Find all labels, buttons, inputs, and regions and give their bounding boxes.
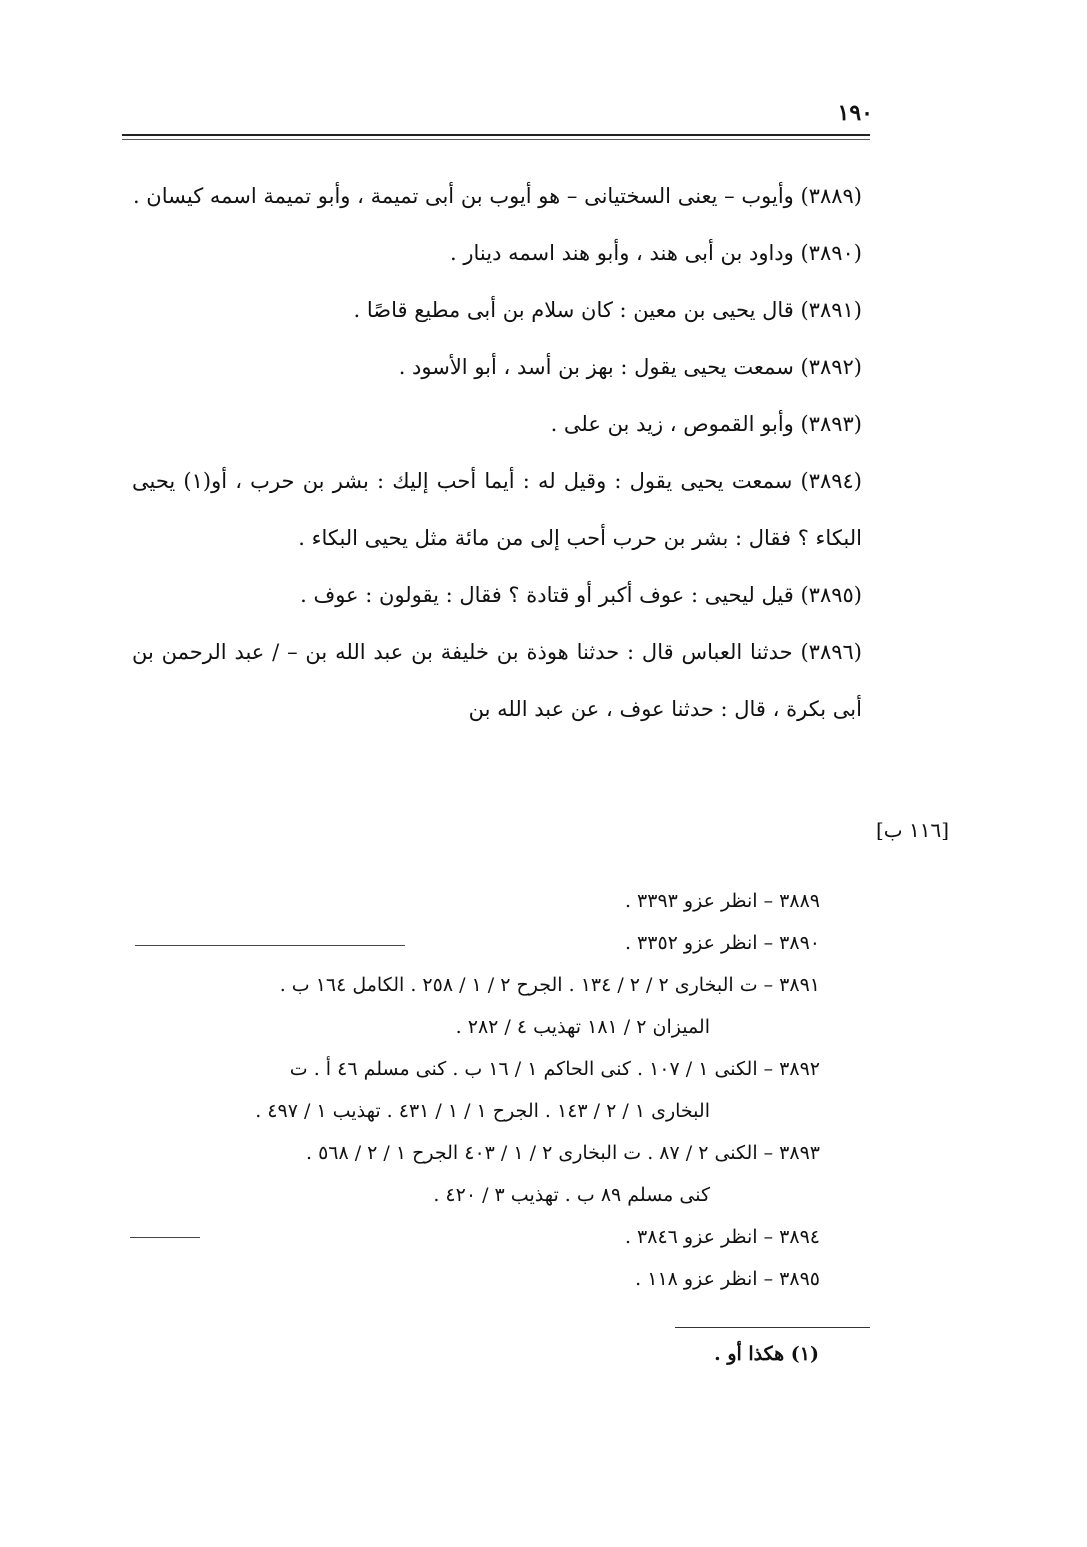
paragraph: (٣٨٩٦) حدثنا العباس قال : حدثنا هوذة بن خليفة بن عبد الله بن – / عبد الرحمن بن أبى بكرة ، قال : حدثنا عوف ، عن عبد الله بن bbox=[132, 640, 862, 721]
reference-line: ٣٨٩١ – ت البخارى ٢ / ٢ / ١٣٤ . الجرح ٢ / ١ / ٢٥٨ . الكامل ١٦٤ ب . bbox=[279, 974, 820, 996]
reference-line-continued: البخارى ١ / ٢ / ١٤٣ . الجرح ١ / ١ / ٤٣١ . تهذيب ١ / ٤٩٧ . bbox=[255, 1100, 710, 1122]
reference-line: ٣٨٩٤ – انظر عزو ٣٨٤٦ . bbox=[624, 1226, 820, 1248]
main-text bbox=[132, 168, 862, 738]
reference-line-continued: الميزان ٢ / ١٨١ تهذيب ٤ / ٢٨٢ . bbox=[455, 1016, 710, 1038]
reference-line-continued: كنى مسلم ٨٩ ب . تهذيب ٣ / ٤٢٠ . bbox=[433, 1184, 710, 1206]
paragraph: (٣٨٩٤) سمعت يحيى يقول : وقيل له : أيما أحب إليك : بشر بن حرب ، أو(١) يحيى البكاء ؟ فقال : بشر بن حرب أحب إلى من مائة مثل يحيى البكاء . bbox=[132, 469, 862, 550]
footnote: (١) هكذا أو . bbox=[714, 1343, 819, 1365]
separator-rule-short bbox=[130, 1237, 200, 1238]
reference-line: ٣٨٩٠ – انظر عزو ٣٣٥٢ . bbox=[624, 932, 820, 954]
page-number: ١٩٠ bbox=[837, 100, 873, 126]
reference-line: ٣٨٩٣ – الكنى ٢ / ٨٧ . ت البخارى ٢ / ١ / ٤٠٣ الجرح ١ / ٢ / ٥٦٨ . bbox=[305, 1142, 820, 1164]
header-rule-thin bbox=[122, 139, 870, 140]
paragraph: (٣٨٩٢) سمعت يحيى يقول : بهز بن أسد ، أبو الأسود . bbox=[398, 355, 862, 379]
header-rule bbox=[122, 134, 870, 136]
paragraph: (٣٨٩١) قال يحيى بن معين : كان سلام بن أبى مطيع قاصًا . bbox=[353, 298, 862, 322]
paragraph: (٣٨٩٣) وأبو القموص ، زيد بن على . bbox=[550, 412, 862, 436]
paragraph: (٣٨٨٩) وأيوب – يعنى السختيانى – هو أيوب بن أبى تميمة ، وأبو تميمة اسمه كيسان . bbox=[132, 184, 862, 208]
paragraph: (٣٨٩٠) وداود بن أبى هند ، وأبو هند اسمه دينار . bbox=[450, 241, 862, 265]
reference-line: ٣٨٨٩ – انظر عزو ٣٣٩٣ . bbox=[624, 890, 820, 912]
manuscript-folio-note: [١١٦ ب] bbox=[876, 818, 950, 842]
reference-line: ٣٨٩٢ – الكنى ١ / ١٠٧ . كنى الحاكم ١ / ١٦ ب . كنى مسلم ٤٦ أ . ت bbox=[289, 1058, 820, 1080]
paragraph: (٣٨٩٥) قيل ليحيى : عوف أكبر أو قتادة ؟ فقال : يقولون : عوف . bbox=[300, 583, 862, 607]
references-list bbox=[140, 880, 820, 1300]
footnote-rule bbox=[675, 1327, 870, 1328]
reference-line: ٣٨٩٥ – انظر عزو ١١٨ . bbox=[635, 1268, 820, 1290]
